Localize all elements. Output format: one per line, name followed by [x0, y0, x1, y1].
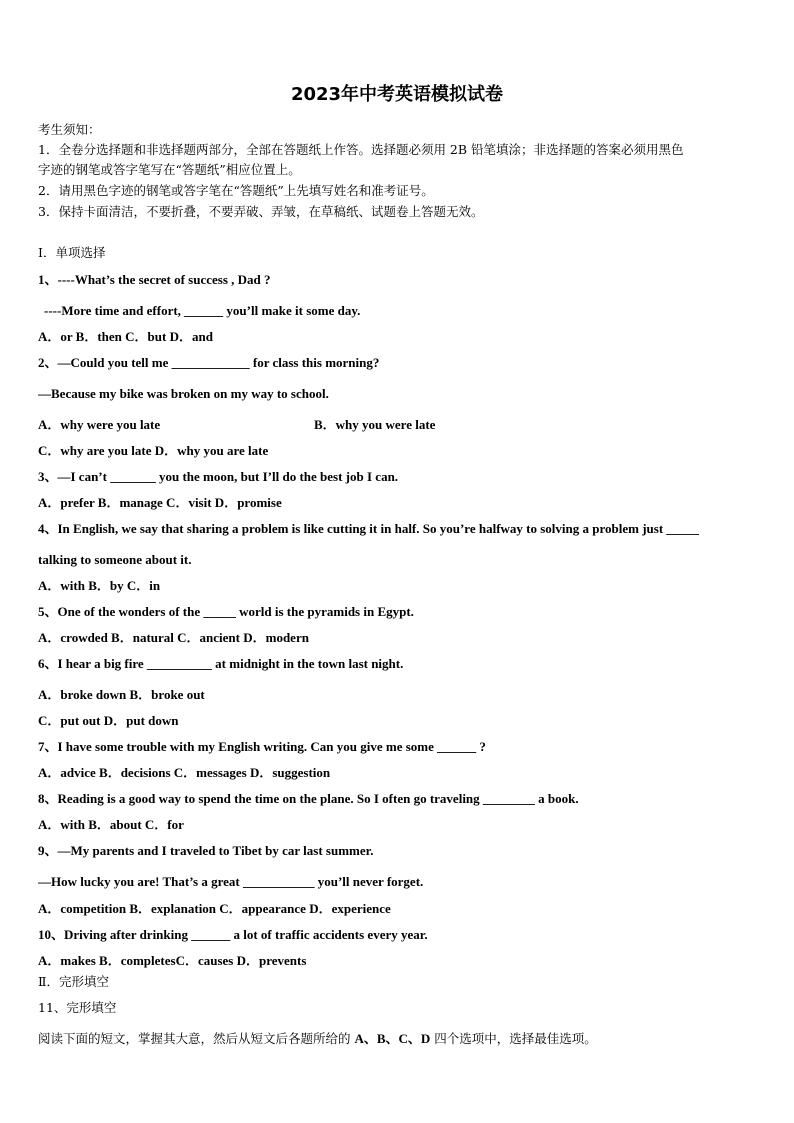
question-11-heading: 11、完形填空	[38, 1000, 117, 1015]
cloze-instruction-post: 四个选项中，选择最佳选项。	[430, 1031, 597, 1046]
question-1-stem-reply: ----More time and effort, ______ you’ll make it some day.	[44, 303, 361, 318]
question-10-options: A．makes B．completesC．causes D．prevents	[38, 953, 307, 968]
question-2-stem: 2、—Could you tell me ____________ for class this morning?	[38, 355, 380, 370]
notice-item-3: 3．保持卡面清洁，不要折叠，不要弄破、弄皱，在草稿纸、试题卷上答题无效。	[38, 204, 484, 219]
notice-item-2: 2．请用黑色字迹的钢笔或答字笔在“答题纸”上先填写姓名和准考证号。	[38, 183, 434, 198]
cloze-instruction-pre: 阅读下面的短文，掌握其大意，然后从短文后各题所给的	[38, 1031, 355, 1046]
page-title: 2023年中考英语模拟试卷	[290, 84, 504, 105]
question-5-options: A．crowded B．natural C．ancient D．modern	[38, 630, 309, 645]
question-6-stem: 6、I hear a big fire __________ at midnight in the town last night.	[38, 656, 404, 671]
question-4-stem: 4、In English, we say that sharing a problem is like cutting it in half. So you’re halfway to solving a problem just _____	[38, 521, 699, 536]
question-7-options: A．advice B．decisions C．messages D．suggestion	[38, 765, 331, 780]
question-8-stem: 8、Reading is a good way to spend the time on the plane. So I often go traveling ________ a book.	[38, 791, 579, 806]
question-3-stem: 3、—I can’t _______ you the moon, but I’ll do the best job I can.	[38, 469, 399, 484]
question-5-stem: 5、One of the wonders of the _____ world is the pyramids in Egypt.	[38, 604, 414, 619]
question-10-stem: 10、Driving after drinking ______ a lot of traffic accidents every year.	[38, 927, 428, 942]
section-heading-single-choice: Ⅰ．单项选择	[38, 245, 106, 260]
question-4-options: A．with B．by C．in	[38, 578, 161, 593]
cloze-instruction	[38, 1031, 597, 1047]
notice-item-1-line-2: 字迹的钢笔或答字笔写在“答题纸”相应位置上。	[38, 162, 301, 177]
question-2-stem-reply: —Because my bike was broken on my way to school.	[38, 386, 329, 401]
notice-item-1-line-1: 1．全卷分选择题和非选择题两部分，全部在答题纸上作答。选择题必须用 2B 铅笔填涂；非选择题的答案必须用黑色	[38, 142, 684, 157]
question-9-stem: 9、—My parents and I traveled to Tibet by car last summer.	[38, 843, 374, 858]
question-6-options-ab: A．broke down B．broke out	[38, 687, 205, 702]
question-9-options: A．competition B．explanation C．appearance D．experience	[38, 901, 391, 916]
cloze-instruction-letters: A、B、C、D	[354, 1031, 431, 1046]
section-heading-cloze: Ⅱ．完形填空	[38, 974, 109, 989]
question-6-options-cd: C．put out D．put down	[38, 713, 179, 728]
question-7-stem: 7、I have some trouble with my English writing. Can you give me some ______ ?	[38, 739, 486, 754]
question-8-options: A．with B．about C．for	[38, 817, 184, 832]
question-9-stem-reply: —How lucky you are! That’s a great ___________ you’ll never forget.	[38, 874, 424, 889]
question-2-option-b: B．why you were late	[314, 417, 436, 432]
question-1-options: A．or B．then C．but D．and	[38, 329, 213, 344]
question-2-option-a: A．why were you late	[38, 417, 161, 432]
question-3-options: A．prefer B．manage C．visit D．promise	[38, 495, 282, 510]
question-2-options-cd: C．why are you late D．why you are late	[38, 443, 269, 458]
question-1-stem: 1、----What’s the secret of success , Dad ?	[38, 272, 271, 287]
notice-heading: 考生须知：	[38, 122, 101, 137]
question-4-stem-continued: talking to someone about it.	[38, 552, 192, 567]
